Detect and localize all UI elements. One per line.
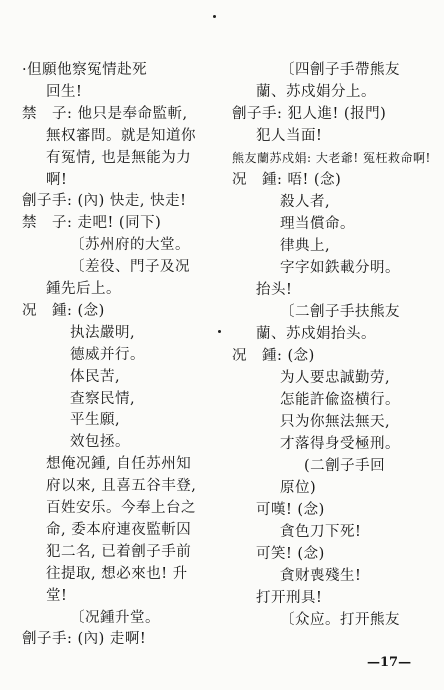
text-line: 劊子手: (內) 快走, 快走! [22, 193, 187, 210]
print-speck [213, 15, 216, 18]
text-line: 犯二名, 已着劊子手前 [46, 543, 192, 560]
text-line: 律典上, [280, 238, 331, 254]
text-line: (二劊子手回 [304, 458, 386, 474]
text-line: 百姓安乐。今奉上台之 [46, 500, 196, 516]
text-line: ·但願他察冤情赴死 [22, 62, 148, 78]
text-line: 啊! [46, 171, 68, 188]
text-line: 有冤情, 也是無能为力 [46, 149, 192, 166]
text-line: 德威并行。 [70, 346, 145, 363]
text-line: 理当償命。 [280, 216, 355, 232]
text-line: 效包拯。 [70, 434, 130, 451]
text-line: 殺人者, [280, 194, 331, 210]
page-number: —17— [367, 655, 412, 670]
text-line: 蘭、苏戍娟抬头。 [256, 326, 376, 342]
text-line: 体民苦, [70, 368, 121, 385]
text-line: 〔二劊子手扶熊友 [280, 304, 400, 320]
text-line: 原位) [280, 480, 317, 496]
print-speck [218, 330, 221, 333]
text-line: 字字如鉄載分明。 [280, 260, 400, 276]
text-line: 想俺况鍾, 自任苏州知 [46, 456, 192, 473]
text-line: 回生! [46, 83, 83, 100]
text-line: 才落得身受極刑。 [280, 436, 400, 452]
text-line: 况 鍾: (念) [232, 348, 315, 364]
text-line: 〔苏州府的大堂。 [70, 237, 190, 254]
text-line: 劊子手: (內) 走啊! [22, 631, 147, 648]
text-line: 府以來, 且喜五谷丰登, [46, 478, 197, 495]
text-line: 〔差役、門子及况 [70, 259, 190, 276]
text-line: 抬头! [256, 282, 293, 298]
text-line: 打开刑具! [256, 590, 323, 606]
text-line: 禁 子: 走吧! (同下) [22, 215, 162, 232]
text-line: 况 鍾: 唔! (念) [232, 172, 342, 188]
text-line: 鍾先后上。 [46, 281, 121, 297]
text-line: 可笑! (念) [256, 546, 325, 562]
text-line: 〔四劊子手帶熊友 [280, 62, 400, 78]
text-line: 往提取, 想必來也! 升 [46, 565, 188, 582]
text-line: 命, 委本府連夜監斬囚 [46, 521, 192, 538]
text-line: 执法嚴明, [70, 324, 136, 341]
text-line: 〔众应。打开熊友 [280, 612, 400, 628]
text-line: 禁 子: 他只是奉命監斬, [22, 105, 188, 122]
text-line: 查察民情, [70, 390, 136, 407]
text-line: 堂! [46, 587, 68, 604]
text-line: 蘭、苏戍娟分上。 [256, 84, 376, 100]
text-line: 可嘆! (念) [256, 502, 325, 518]
text-line: 無权審問。就是知道你 [46, 127, 196, 144]
text-line: 只为你無法無天, [280, 414, 391, 430]
text-line: 貪财喪殘生! [280, 568, 362, 584]
text-line: 劊子手: 犯人進! (报門) [232, 106, 387, 122]
text-line: 〔况鍾升堂。 [70, 609, 160, 626]
text-line: 怎能許偸盗横行。 [280, 392, 400, 408]
text-line: 貪色刀下死! [280, 524, 362, 540]
text-line: 况 鍾: (念) [22, 302, 105, 319]
text-line: 平生願, [70, 412, 121, 429]
text-line: 熊友蘭苏戍娟: 大老爺! 冤枉救命啊! [232, 151, 431, 165]
text-line: 为人要忠誠勤劳, [280, 370, 391, 386]
text-line: 犯人当面! [256, 128, 323, 144]
